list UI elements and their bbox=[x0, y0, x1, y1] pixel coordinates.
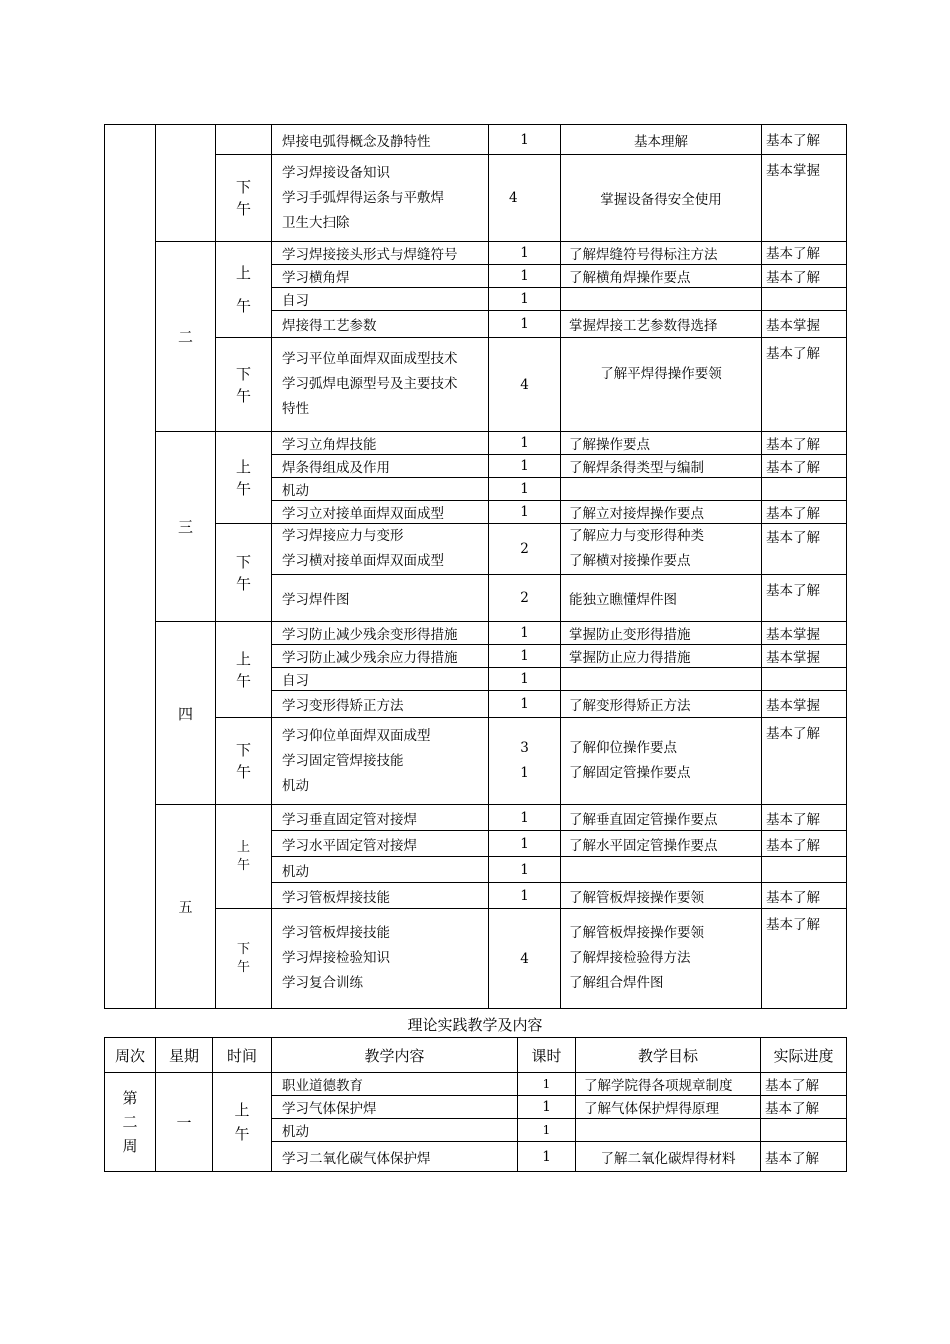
progress-cell: 基本了解 bbox=[762, 265, 847, 288]
day-cell: 二 bbox=[156, 242, 216, 432]
progress-cell bbox=[762, 288, 847, 311]
time-cell-morning: 上午 bbox=[216, 622, 272, 718]
progress-cell: 基本掌握 bbox=[762, 622, 847, 645]
time-cell-afternoon: 下午 bbox=[216, 524, 272, 622]
day-cell: 一 bbox=[156, 1073, 213, 1172]
goal-cell: 了解学院得各项规章制度 bbox=[576, 1073, 761, 1096]
day-cell bbox=[156, 125, 216, 242]
progress-cell: 基本了解 bbox=[762, 338, 847, 432]
hours-cell: 1 bbox=[518, 1073, 576, 1096]
time-cell-afternoon: 下午 bbox=[216, 155, 272, 242]
progress-cell: 基本掌握 bbox=[762, 691, 847, 718]
table-row bbox=[105, 432, 847, 455]
goal-cell: 了解管板焊接操作要领 了解焊接检验得方法 了解组合焊件图 bbox=[561, 909, 762, 1009]
hours-cell: 1 bbox=[489, 645, 561, 668]
table-row bbox=[105, 1073, 847, 1096]
content-cell: 学习横角焊 bbox=[272, 265, 489, 288]
hours-cell: 1 bbox=[489, 455, 561, 478]
goal-cell: 掌握设备得安全使用 bbox=[561, 155, 762, 242]
table-row bbox=[105, 805, 847, 831]
progress-cell: 基本了解 bbox=[761, 1096, 847, 1119]
time-cell-afternoon: 下午 bbox=[216, 338, 272, 432]
goal-cell: 了解操作要点 bbox=[561, 432, 762, 455]
progress-cell bbox=[762, 478, 847, 501]
schedule-table bbox=[104, 1037, 847, 1172]
progress-cell: 基本了解 bbox=[762, 883, 847, 909]
header-goal: 教学目标 bbox=[576, 1038, 761, 1073]
content-cell: 自习 bbox=[272, 668, 489, 691]
table-row bbox=[105, 718, 847, 805]
hours-cell: 1 bbox=[518, 1119, 576, 1142]
hours-cell: 4 bbox=[489, 909, 561, 1009]
progress-cell: 基本了解 bbox=[762, 432, 847, 455]
progress-cell: 基本了解 bbox=[762, 575, 847, 622]
progress-cell bbox=[762, 857, 847, 883]
header-hours: 课时 bbox=[518, 1038, 576, 1073]
content-cell: 学习二氧化碳气体保护焊 bbox=[272, 1142, 518, 1172]
goal-cell: 了解立对接焊操作要点 bbox=[561, 501, 762, 524]
progress-cell: 基本了解 bbox=[762, 501, 847, 524]
goal-cell: 了解二氧化碳焊得材料 bbox=[576, 1142, 761, 1172]
day-cell: 三 bbox=[156, 432, 216, 622]
goal-cell: 掌握防止应力得措施 bbox=[561, 645, 762, 668]
goal-cell: 了解仰位操作要点 了解固定管操作要点 bbox=[561, 718, 762, 805]
time-cell bbox=[216, 125, 272, 155]
content-cell: 学习立角焊技能 bbox=[272, 432, 489, 455]
goal-cell: 能独立瞧懂焊件图 bbox=[561, 575, 762, 622]
table-row bbox=[105, 338, 847, 432]
week-cell bbox=[105, 125, 156, 1009]
header-time: 时间 bbox=[213, 1038, 272, 1073]
goal-cell: 了解横角焊操作要点 bbox=[561, 265, 762, 288]
content-cell: 学习焊接应力与变形 学习横对接单面焊双面成型 bbox=[272, 524, 489, 575]
content-cell: 焊接电弧得概念及静特性 bbox=[272, 125, 489, 155]
hours-cell: 2 bbox=[489, 524, 561, 575]
goal-cell bbox=[561, 857, 762, 883]
header-day: 星期 bbox=[156, 1038, 213, 1073]
time-cell-morning: 上午 bbox=[216, 432, 272, 524]
content-cell: 焊条得组成及作用 bbox=[272, 455, 489, 478]
progress-cell: 基本了解 bbox=[761, 1142, 847, 1172]
hours-cell: 1 bbox=[489, 501, 561, 524]
table-row bbox=[105, 125, 847, 155]
hours-cell: 1 bbox=[489, 432, 561, 455]
content-cell: 学习防止减少残余变形得措施 bbox=[272, 622, 489, 645]
hours-cell: 1 bbox=[489, 242, 561, 265]
hours-cell: 1 bbox=[489, 125, 561, 155]
progress-cell: 基本掌握 bbox=[762, 155, 847, 242]
hours-cell: 1 bbox=[489, 805, 561, 831]
progress-cell: 基本了解 bbox=[762, 455, 847, 478]
progress-cell bbox=[762, 668, 847, 691]
goal-cell bbox=[561, 668, 762, 691]
hours-cell: 1 bbox=[489, 831, 561, 857]
content-cell: 机动 bbox=[272, 1119, 518, 1142]
table-row bbox=[105, 909, 847, 1009]
goal-cell bbox=[561, 478, 762, 501]
schedule-table-continued bbox=[104, 124, 847, 1009]
hours-cell: 1 bbox=[489, 478, 561, 501]
goal-cell: 了解垂直固定管操作要点 bbox=[561, 805, 762, 831]
goal-cell: 了解应力与变形得种类 了解横对接操作要点 bbox=[561, 524, 762, 575]
progress-cell: 基本了解 bbox=[761, 1073, 847, 1096]
content-cell: 自习 bbox=[272, 288, 489, 311]
content-cell: 学习水平固定管对接焊 bbox=[272, 831, 489, 857]
hours-cell: 1 bbox=[489, 668, 561, 691]
hours-cell: 1 bbox=[518, 1096, 576, 1119]
header-content: 教学内容 bbox=[272, 1038, 518, 1073]
hours-cell: 1 bbox=[489, 265, 561, 288]
progress-cell: 基本了解 bbox=[762, 524, 847, 575]
week-cell: 第二周 bbox=[105, 1073, 156, 1172]
hours-cell: 1 bbox=[489, 622, 561, 645]
content-cell: 学习气体保护焊 bbox=[272, 1096, 518, 1119]
goal-cell bbox=[561, 288, 762, 311]
goal-cell: 了解平焊得操作要领 bbox=[561, 338, 762, 432]
content-cell: 学习焊接设备知识 学习手弧焊得运条与平敷焊 卫生大扫除 bbox=[272, 155, 489, 242]
goal-cell: 了解管板焊接操作要领 bbox=[561, 883, 762, 909]
day-cell: 四 bbox=[156, 622, 216, 805]
header-progress: 实际进度 bbox=[761, 1038, 847, 1073]
progress-cell: 基本掌握 bbox=[762, 645, 847, 668]
content-cell: 学习管板焊接技能 学习焊接检验知识 学习复合训练 bbox=[272, 909, 489, 1009]
goal-cell: 了解焊缝符号得标注方法 bbox=[561, 242, 762, 265]
content-cell: 焊接得工艺参数 bbox=[272, 311, 489, 338]
progress-cell: 基本掌握 bbox=[762, 311, 847, 338]
header-week: 周次 bbox=[105, 1038, 156, 1073]
goal-cell: 了解焊条得类型与编制 bbox=[561, 455, 762, 478]
hours-cell: 4 bbox=[489, 338, 561, 432]
goal-cell: 基本理解 bbox=[561, 125, 762, 155]
content-cell: 学习仰位单面焊双面成型 学习固定管焊接技能 机动 bbox=[272, 718, 489, 805]
day-cell: 五 bbox=[156, 805, 216, 1009]
content-cell: 学习变形得矫正方法 bbox=[272, 691, 489, 718]
table-row bbox=[105, 622, 847, 645]
content-cell: 职业道德教育 bbox=[272, 1073, 518, 1096]
progress-cell: 基本了解 bbox=[762, 242, 847, 265]
hours-cell: 4 bbox=[489, 155, 561, 242]
goal-cell: 了解水平固定管操作要点 bbox=[561, 831, 762, 857]
hours-cell: 1 bbox=[489, 311, 561, 338]
goal-cell: 了解气体保护焊得原理 bbox=[576, 1096, 761, 1119]
time-cell-morning: 上午 bbox=[216, 805, 272, 909]
goal-cell: 掌握防止变形得措施 bbox=[561, 622, 762, 645]
content-cell: 学习焊接接头形式与焊缝符号 bbox=[272, 242, 489, 265]
hours-cell: 3 1 bbox=[489, 718, 561, 805]
progress-cell: 基本了解 bbox=[762, 831, 847, 857]
table-row bbox=[105, 524, 847, 575]
hours-cell: 1 bbox=[518, 1142, 576, 1172]
content-cell: 学习焊件图 bbox=[272, 575, 489, 622]
hours-cell: 1 bbox=[489, 883, 561, 909]
content-cell: 学习管板焊接技能 bbox=[272, 883, 489, 909]
table-row bbox=[105, 155, 847, 242]
time-cell-afternoon: 下午 bbox=[216, 909, 272, 1009]
table-caption: 理论实践教学及内容 bbox=[407, 1016, 543, 1034]
content-cell: 学习垂直固定管对接焊 bbox=[272, 805, 489, 831]
table-row bbox=[105, 242, 847, 265]
content-cell: 机动 bbox=[272, 857, 489, 883]
time-cell-morning: 上午 bbox=[213, 1073, 272, 1172]
time-cell-morning: 上午 bbox=[216, 242, 272, 338]
progress-cell: 基本了解 bbox=[762, 718, 847, 805]
progress-cell: 基本了解 bbox=[762, 805, 847, 831]
progress-cell bbox=[761, 1119, 847, 1142]
hours-cell: 1 bbox=[489, 857, 561, 883]
progress-cell: 基本了解 bbox=[762, 909, 847, 1009]
table-header-row bbox=[105, 1038, 847, 1073]
content-cell: 学习平位单面焊双面成型技术 学习弧焊电源型号及主要技术 特性 bbox=[272, 338, 489, 432]
hours-cell: 2 bbox=[489, 575, 561, 622]
hours-cell: 1 bbox=[489, 288, 561, 311]
content-cell: 机动 bbox=[272, 478, 489, 501]
progress-cell: 基本了解 bbox=[762, 125, 847, 155]
hours-cell: 1 bbox=[489, 691, 561, 718]
goal-cell bbox=[576, 1119, 761, 1142]
time-cell-afternoon: 下午 bbox=[216, 718, 272, 805]
content-cell: 学习防止减少残余应力得措施 bbox=[272, 645, 489, 668]
goal-cell: 了解变形得矫正方法 bbox=[561, 691, 762, 718]
goal-cell: 掌握焊接工艺参数得选择 bbox=[561, 311, 762, 338]
content-cell: 学习立对接单面焊双面成型 bbox=[272, 501, 489, 524]
